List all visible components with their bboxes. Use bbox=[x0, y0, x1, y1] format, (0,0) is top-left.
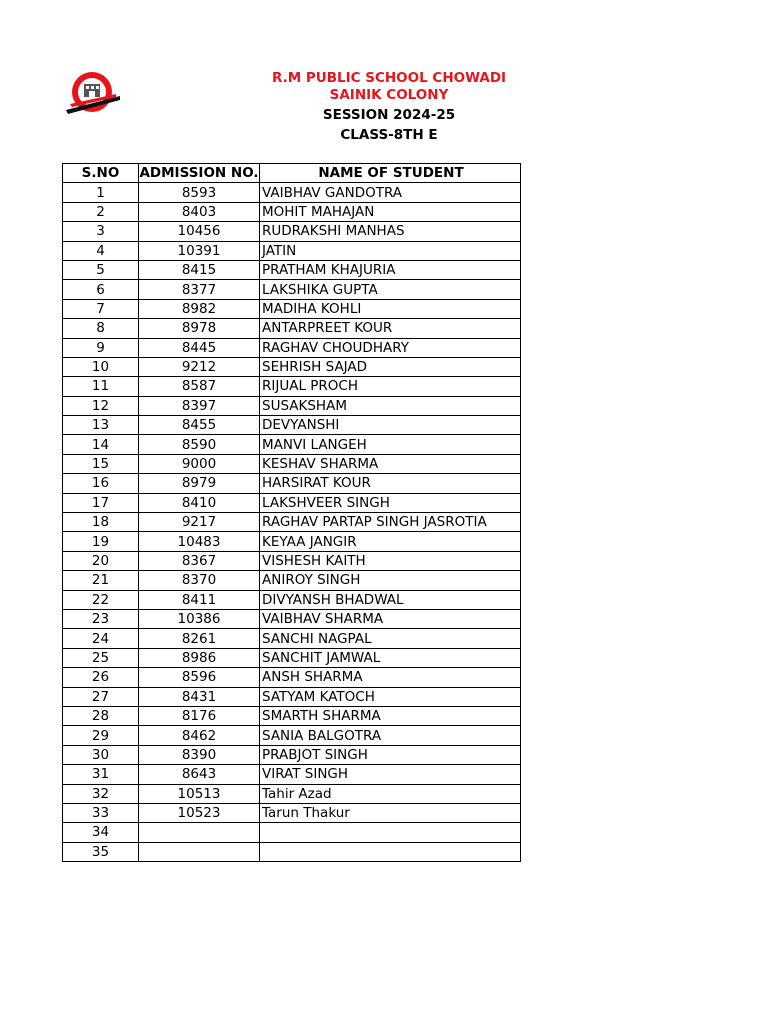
cell-sno: 11 bbox=[63, 377, 139, 396]
table-row bbox=[63, 202, 521, 221]
student-roster-table bbox=[62, 163, 521, 862]
cell-student-name: VAIBHAV GANDOTRA bbox=[260, 183, 521, 202]
cell-admission-no bbox=[139, 842, 260, 861]
table-row bbox=[63, 551, 521, 570]
cell-sno: 3 bbox=[63, 222, 139, 241]
table-row bbox=[63, 338, 521, 357]
column-header-sno: S.NO bbox=[63, 164, 139, 183]
cell-admission-no: 8410 bbox=[139, 493, 260, 512]
cell-student-name: HARSIRAT KOUR bbox=[260, 474, 521, 493]
cell-admission-no: 8377 bbox=[139, 280, 260, 299]
cell-sno: 32 bbox=[63, 784, 139, 803]
cell-admission-no: 8986 bbox=[139, 648, 260, 667]
table-row bbox=[63, 416, 521, 435]
cell-sno: 7 bbox=[63, 299, 139, 318]
table-row bbox=[63, 687, 521, 706]
cell-admission-no: 8390 bbox=[139, 745, 260, 764]
cell-sno: 25 bbox=[63, 648, 139, 667]
cell-admission-no: 8411 bbox=[139, 590, 260, 609]
cell-sno: 9 bbox=[63, 338, 139, 357]
cell-sno: 29 bbox=[63, 726, 139, 745]
cell-admission-no: 8397 bbox=[139, 396, 260, 415]
table-row bbox=[63, 454, 521, 473]
table-row bbox=[63, 513, 521, 532]
cell-admission-no: 8431 bbox=[139, 687, 260, 706]
cell-student-name: SANIA BALGOTRA bbox=[260, 726, 521, 745]
cell-admission-no: 10513 bbox=[139, 784, 260, 803]
cell-sno: 22 bbox=[63, 590, 139, 609]
cell-admission-no: 8462 bbox=[139, 726, 260, 745]
cell-sno: 6 bbox=[63, 280, 139, 299]
cell-student-name: RAGHAV PARTAP SINGH JASROTIA bbox=[260, 513, 521, 532]
cell-admission-no: 8415 bbox=[139, 260, 260, 279]
cell-admission-no: 8403 bbox=[139, 202, 260, 221]
table-row bbox=[63, 493, 521, 512]
cell-student-name: RIJUAL PROCH bbox=[260, 377, 521, 396]
table-row bbox=[63, 260, 521, 279]
cell-admission-no: 10523 bbox=[139, 803, 260, 822]
cell-sno: 23 bbox=[63, 609, 139, 628]
cell-sno: 15 bbox=[63, 454, 139, 473]
table-row bbox=[63, 377, 521, 396]
cell-sno: 34 bbox=[63, 823, 139, 842]
table-row bbox=[63, 842, 521, 861]
cell-student-name: PRATHAM KHAJURIA bbox=[260, 260, 521, 279]
cell-sno: 12 bbox=[63, 396, 139, 415]
table-row bbox=[63, 357, 521, 376]
cell-student-name: ANSH SHARMA bbox=[260, 668, 521, 687]
table-row bbox=[63, 609, 521, 628]
cell-admission-no: 10386 bbox=[139, 609, 260, 628]
cell-admission-no: 9217 bbox=[139, 513, 260, 532]
table-row bbox=[63, 629, 521, 648]
cell-sno: 28 bbox=[63, 706, 139, 725]
cell-sno: 14 bbox=[63, 435, 139, 454]
cell-student-name: VIRAT SINGH bbox=[260, 765, 521, 784]
cell-sno: 4 bbox=[63, 241, 139, 260]
school-emblem-icon bbox=[64, 70, 122, 116]
cell-sno: 33 bbox=[63, 803, 139, 822]
table-row bbox=[63, 745, 521, 764]
cell-admission-no: 9000 bbox=[139, 454, 260, 473]
cell-student-name: DIVYANSH BHADWAL bbox=[260, 590, 521, 609]
cell-admission-no: 10456 bbox=[139, 222, 260, 241]
cell-sno: 8 bbox=[63, 319, 139, 338]
cell-student-name: MANVI LANGEH bbox=[260, 435, 521, 454]
cell-student-name: PRABJOT SINGH bbox=[260, 745, 521, 764]
cell-sno: 13 bbox=[63, 416, 139, 435]
cell-student-name: LAKSHVEER SINGH bbox=[260, 493, 521, 512]
school-name bbox=[200, 70, 578, 104]
cell-student-name bbox=[260, 842, 521, 861]
cell-sno: 10 bbox=[63, 357, 139, 376]
table-row bbox=[63, 532, 521, 551]
cell-admission-no: 8643 bbox=[139, 765, 260, 784]
column-header-student-name: NAME OF STUDENT bbox=[260, 164, 521, 183]
cell-admission-no: 8590 bbox=[139, 435, 260, 454]
cell-admission-no: 8261 bbox=[139, 629, 260, 648]
cell-sno: 31 bbox=[63, 765, 139, 784]
cell-student-name: SEHRISH SAJAD bbox=[260, 357, 521, 376]
table-row bbox=[63, 396, 521, 415]
table-row bbox=[63, 668, 521, 687]
cell-sno: 5 bbox=[63, 260, 139, 279]
cell-sno: 27 bbox=[63, 687, 139, 706]
cell-student-name: SANCHI NAGPAL bbox=[260, 629, 521, 648]
cell-admission-no bbox=[139, 823, 260, 842]
cell-sno: 24 bbox=[63, 629, 139, 648]
cell-admission-no: 8978 bbox=[139, 319, 260, 338]
cell-sno: 20 bbox=[63, 551, 139, 570]
session-title: SESSION 2024-25 bbox=[322, 107, 456, 123]
cell-sno: 17 bbox=[63, 493, 139, 512]
cell-student-name: LAKSHIKA GUPTA bbox=[260, 280, 521, 299]
school-name-line2: SAINIK COLONY bbox=[329, 87, 449, 103]
cell-student-name: SUSAKSHAM bbox=[260, 396, 521, 415]
table-row bbox=[63, 319, 521, 338]
cell-admission-no: 8979 bbox=[139, 474, 260, 493]
cell-student-name: RAGHAV CHOUDHARY bbox=[260, 338, 521, 357]
cell-student-name: Tarun Thakur bbox=[260, 803, 521, 822]
cell-admission-no: 10483 bbox=[139, 532, 260, 551]
cell-sno: 35 bbox=[63, 842, 139, 861]
cell-student-name: MOHIT MAHAJAN bbox=[260, 202, 521, 221]
table-body bbox=[63, 183, 521, 862]
table-row bbox=[63, 590, 521, 609]
column-header-admission-no: ADMISSION NO. bbox=[139, 165, 259, 182]
cell-admission-no: 8587 bbox=[139, 377, 260, 396]
cell-student-name: KESHAV SHARMA bbox=[260, 454, 521, 473]
table-row bbox=[63, 474, 521, 493]
cell-student-name: SATYAM KATOCH bbox=[260, 687, 521, 706]
cell-student-name: SANCHIT JAMWAL bbox=[260, 648, 521, 667]
table-row bbox=[63, 726, 521, 745]
class-title: CLASS-8TH E bbox=[340, 127, 438, 143]
cell-student-name: ANIROY SINGH bbox=[260, 571, 521, 590]
cell-admission-no: 8596 bbox=[139, 668, 260, 687]
table-row bbox=[63, 803, 521, 822]
cell-student-name bbox=[260, 823, 521, 842]
table-row bbox=[63, 784, 521, 803]
school-name-line1: R.M PUBLIC SCHOOL CHOWADI bbox=[271, 70, 507, 86]
cell-student-name: Tahir Azad bbox=[260, 784, 521, 803]
cell-admission-no: 8176 bbox=[139, 706, 260, 725]
cell-sno: 18 bbox=[63, 513, 139, 532]
cell-student-name: JATIN bbox=[260, 241, 521, 260]
table-row bbox=[63, 765, 521, 784]
table-header-row bbox=[63, 164, 521, 183]
table-row bbox=[63, 648, 521, 667]
cell-admission-no: 8982 bbox=[139, 299, 260, 318]
cell-sno: 21 bbox=[63, 571, 139, 590]
cell-admission-no: 8370 bbox=[139, 571, 260, 590]
cell-sno: 19 bbox=[63, 532, 139, 551]
table-row bbox=[63, 823, 521, 842]
table-row bbox=[63, 435, 521, 454]
cell-admission-no: 8445 bbox=[139, 338, 260, 357]
cell-admission-no: 9212 bbox=[139, 357, 260, 376]
cell-student-name: RUDRAKSHI MANHAS bbox=[260, 222, 521, 241]
cell-student-name: SMARTH SHARMA bbox=[260, 706, 521, 725]
cell-student-name: ANTARPREET KOUR bbox=[260, 319, 521, 338]
table-row bbox=[63, 299, 521, 318]
cell-sno: 2 bbox=[63, 202, 139, 221]
cell-student-name: VAIBHAV SHARMA bbox=[260, 609, 521, 628]
table-row bbox=[63, 241, 521, 260]
table-row bbox=[63, 222, 521, 241]
table-row bbox=[63, 183, 521, 202]
cell-student-name: DEVYANSHI bbox=[260, 416, 521, 435]
cell-admission-no: 10391 bbox=[139, 241, 260, 260]
cell-admission-no: 8593 bbox=[139, 183, 260, 202]
table-row bbox=[63, 571, 521, 590]
cell-admission-no: 8367 bbox=[139, 551, 260, 570]
cell-sno: 16 bbox=[63, 474, 139, 493]
cell-student-name: VISHESH KAITH bbox=[260, 551, 521, 570]
cell-admission-no: 8455 bbox=[139, 416, 260, 435]
cell-student-name: MADIHA KOHLI bbox=[260, 299, 521, 318]
table-row bbox=[63, 706, 521, 725]
cell-sno: 30 bbox=[63, 745, 139, 764]
cell-student-name: KEYAA JANGIR bbox=[260, 532, 521, 551]
cell-sno: 26 bbox=[63, 668, 139, 687]
cell-sno: 1 bbox=[63, 183, 139, 202]
table-row bbox=[63, 280, 521, 299]
